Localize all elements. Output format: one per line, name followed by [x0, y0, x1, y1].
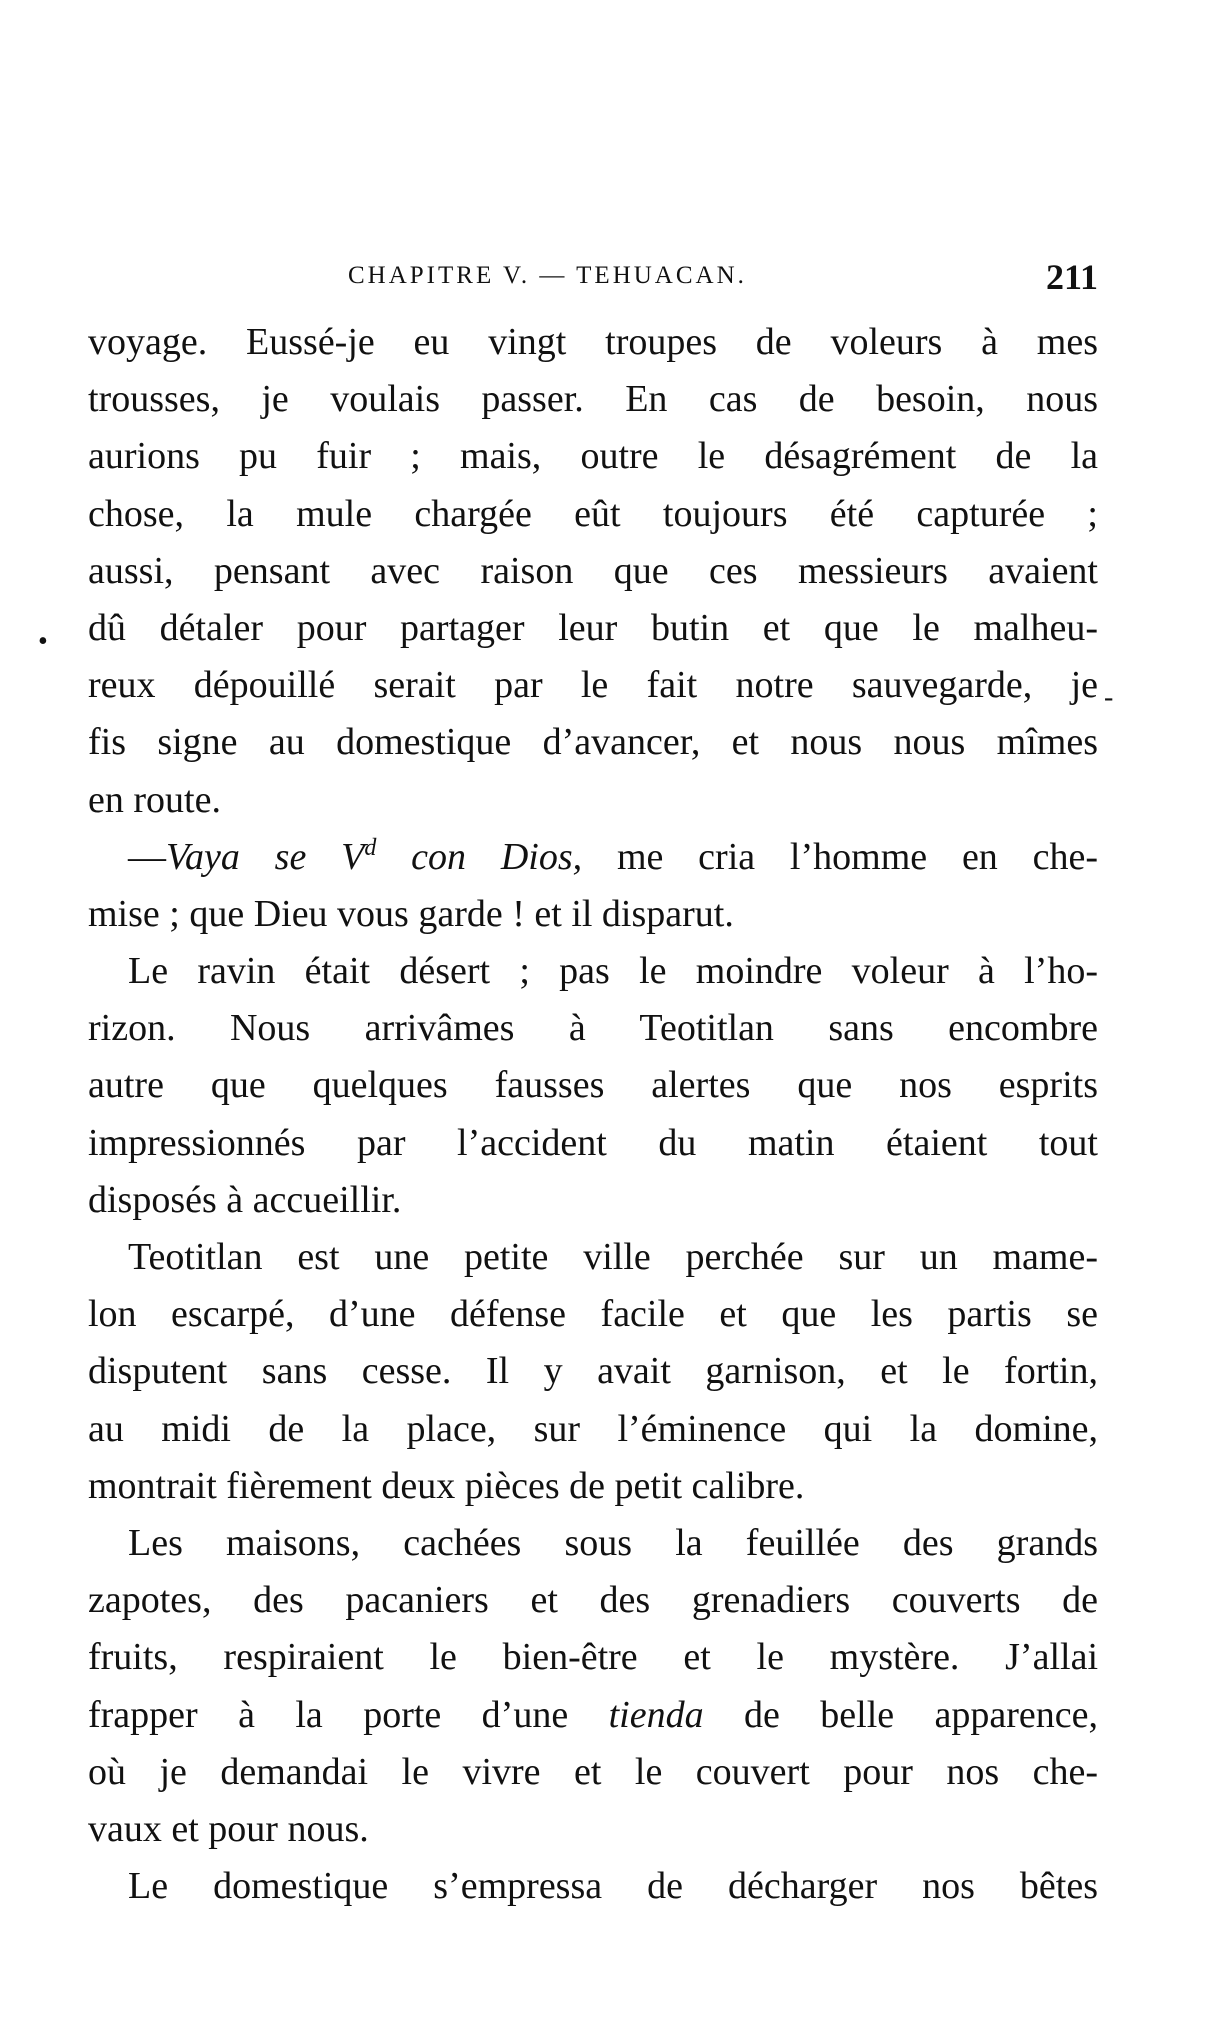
- text-line: Le ravin était désert ; pas le moindre voleur à l’ho-: [128, 950, 1098, 993]
- text-line: mise ; que Dieu vous garde ! et il disparut.: [88, 892, 734, 935]
- running-head: [88, 257, 1098, 302]
- text-line: en route.: [88, 778, 221, 821]
- paragraph: [88, 1858, 1098, 1915]
- text-line: vaux et pour nous.: [88, 1807, 369, 1850]
- text-line: Les maisons, cachées sous la feuillée des grands: [128, 1521, 1098, 1564]
- spanish-phrase: Vaya se V: [166, 835, 365, 878]
- text-line: dû détaler pour partager leur butin et que le malheu-: [88, 606, 1098, 649]
- text-line: chose, la mule chargée eût toujours été capturée ;: [88, 492, 1098, 535]
- spanish-word: tienda: [608, 1693, 704, 1736]
- text-line: reux dépouillé serait par le fait notre sauvegarde, je: [88, 664, 1098, 707]
- text-line: où je demandai le vivre et le couvert pour nos che-: [88, 1750, 1098, 1793]
- text-line: montrait fièrement deux pièces de petit calibre.: [88, 1464, 805, 1507]
- text-line: fis signe au domestique d’avancer, et nous nous mîmes: [88, 721, 1098, 764]
- text-line: disposés à accueillir.: [88, 1178, 402, 1221]
- paragraph: [88, 943, 1098, 1229]
- text-line: zapotes, des pacaniers et des grenadiers couverts de: [88, 1579, 1098, 1622]
- text-line: rizon. Nous arrivâmes à Teotitlan sans encombre: [88, 1007, 1098, 1050]
- text-line: disputent sans cesse. Il y avait garnison, et le fortin,: [88, 1350, 1098, 1393]
- margin-dot-mark: •: [38, 626, 48, 657]
- running-title: CHAPITRE V. — TEHUACAN.: [348, 262, 747, 289]
- paragraph: [88, 314, 1098, 829]
- text-line: Teotitlan est une petite ville perchée sur un mame-: [128, 1236, 1098, 1278]
- text-line: au midi de la place, sur l’éminence qui la domine,: [88, 1407, 1098, 1450]
- body-text: [88, 314, 1098, 1915]
- paragraph: [88, 1229, 1098, 1515]
- text-run: me cria l’homme en che-: [582, 835, 1099, 878]
- text-line: voyage. Eussé-je eu vingt troupes de voleurs à mes: [88, 321, 1098, 363]
- text-line: fruits, respiraient le bien-être et le mystère. J’allai: [88, 1636, 1098, 1679]
- superscript: d: [364, 834, 377, 861]
- text-line: [88, 1687, 1098, 1744]
- text-line: impressionnés par l’accident du matin étaient tout: [88, 1121, 1098, 1164]
- paragraph: [88, 1515, 1098, 1858]
- text-line: [88, 829, 1098, 886]
- paragraph: [88, 829, 1098, 943]
- margin-dash-mark: -: [1104, 682, 1114, 713]
- text-line: Le domestique s’empressa de décharger nos bêtes: [128, 1865, 1098, 1908]
- text-line: trousses, je voulais passer. En cas de besoin, nous: [88, 378, 1098, 421]
- dialogue-dash: —: [128, 835, 166, 878]
- text-line: autre que quelques fausses alertes que nos esprits: [88, 1064, 1098, 1107]
- text-line: lon escarpé, d’une défense facile et que les partis se: [88, 1293, 1098, 1336]
- text-run: frapper à la porte d’une: [88, 1693, 609, 1736]
- page-number: 211: [1045, 257, 1098, 297]
- text-line: aussi, pensant avec raison que ces messieurs avaient: [88, 549, 1098, 592]
- text-run: de belle apparence,: [703, 1693, 1098, 1736]
- text-line: aurions pu fuir ; mais, outre le désagrément de la: [88, 435, 1098, 478]
- spanish-phrase-end: con Dios,: [376, 835, 583, 878]
